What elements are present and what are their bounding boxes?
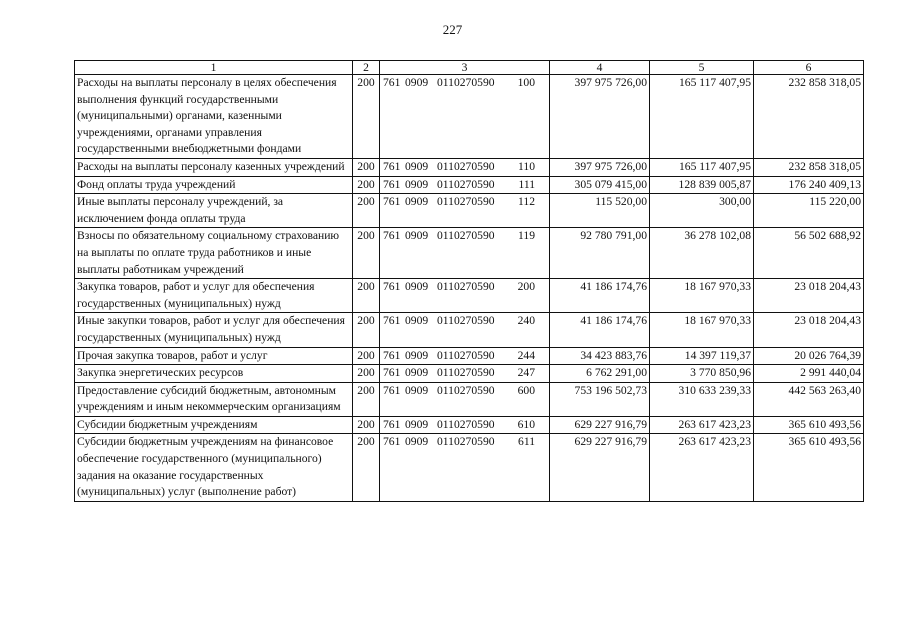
section-code: 0909 [405, 366, 429, 380]
expense-type-code: 100 [517, 76, 535, 89]
row-value-col-5: 263 617 423,23 [650, 434, 754, 501]
row-value-col-5: 3 770 850,96 [650, 365, 754, 383]
section-code: 0909 [405, 314, 429, 328]
table-row [75, 347, 864, 365]
row-name: Закупка энергетических ресурсов [75, 365, 353, 383]
section-code: 0909 [405, 280, 429, 294]
budget-table [74, 60, 864, 502]
row-gr-code: 200 [353, 194, 380, 228]
expense-type-code: 119 [518, 229, 535, 243]
expense-type-code: 610 [517, 417, 535, 431]
expense-type-code: 240 [517, 314, 535, 328]
header-col-4: 4 [550, 61, 650, 75]
ved-code: 761 [383, 314, 401, 328]
section-code: 0909 [405, 348, 429, 362]
ved-code: 761 [383, 417, 401, 431]
section-code: 0909 [405, 435, 429, 449]
header-col-2: 2 [353, 61, 380, 75]
header-col-1: 1 [75, 61, 353, 75]
expense-type-code: 611 [518, 435, 535, 449]
section-code: 0909 [405, 76, 429, 89]
table-row [75, 416, 864, 434]
row-value-col-5: 165 117 407,95 [650, 75, 754, 159]
row-budget-code [380, 279, 550, 313]
row-value-col-6: 23 018 204,43 [754, 313, 864, 347]
row-name: Расходы на выплаты персоналу казенных учреждений [75, 158, 353, 176]
row-name: Прочая закупка товаров, работ и услуг [75, 347, 353, 365]
row-value-col-5: 14 397 119,37 [650, 347, 754, 365]
row-name: Иные выплаты персоналу учреждений, за исключением фонда оплаты труда [75, 194, 353, 228]
table-row [75, 158, 864, 176]
row-value-col-5: 310 633 239,33 [650, 382, 754, 416]
row-value-col-4: 41 186 174,76 [550, 313, 650, 347]
row-value-col-4: 115 520,00 [550, 194, 650, 228]
table-row [75, 382, 864, 416]
section-code: 0909 [405, 177, 429, 191]
table-row [75, 365, 864, 383]
ved-code: 761 [383, 366, 401, 380]
section-code: 0909 [405, 229, 429, 243]
row-value-col-4: 629 227 916,79 [550, 416, 650, 434]
row-value-col-4: 6 762 291,00 [550, 365, 650, 383]
page-number: 227 [442, 22, 463, 37]
target-article-code: 0110270590 [437, 366, 495, 380]
row-gr-code: 200 [353, 228, 380, 279]
header-col-3: 3 [380, 61, 550, 75]
ved-code: 761 [383, 229, 401, 243]
row-value-col-4: 397 975 726,00 [550, 158, 650, 176]
row-value-col-6: 20 026 764,39 [754, 347, 864, 365]
row-budget-code [380, 416, 550, 434]
row-name: Субсидии бюджетным учреждениям на финансовое обеспечение государственного (муниципального) задания на оказание государственных (муниципальных) услуг (выполнение работ) [75, 434, 353, 501]
row-budget-code [380, 176, 550, 194]
row-gr-code: 200 [353, 416, 380, 434]
row-value-col-6: 2 991 440,04 [754, 365, 864, 383]
target-article-code: 0110270590 [437, 435, 495, 449]
target-article-code: 0110270590 [437, 314, 495, 328]
row-value-col-4: 34 423 883,76 [550, 347, 650, 365]
row-gr-code: 200 [353, 75, 380, 159]
expense-type-code: 247 [517, 366, 535, 380]
row-name: Предоставление субсидий бюджетным, автономным учреждениям и иным некоммерческим организациям [75, 382, 353, 416]
row-value-col-4: 629 227 916,79 [550, 434, 650, 501]
ved-code: 761 [383, 159, 401, 173]
ved-code: 761 [383, 383, 401, 397]
row-gr-code: 200 [353, 434, 380, 501]
row-value-col-5: 18 167 970,33 [650, 313, 754, 347]
row-value-col-5: 128 839 005,87 [650, 176, 754, 194]
row-value-col-6: 365 610 493,56 [754, 416, 864, 434]
row-value-col-4: 397 975 726,00 [550, 75, 650, 159]
section-code: 0909 [405, 195, 429, 209]
row-budget-code [380, 75, 550, 159]
row-value-col-4: 41 186 174,76 [550, 279, 650, 313]
expense-type-code: 200 [517, 280, 535, 294]
row-value-col-6: 365 610 493,56 [754, 434, 864, 501]
ved-code: 761 [383, 195, 401, 209]
section-code: 0909 [405, 159, 429, 173]
row-gr-code: 200 [353, 279, 380, 313]
section-code: 0909 [405, 417, 429, 431]
target-article-code: 0110270590 [437, 229, 495, 243]
row-value-col-5: 165 117 407,95 [650, 158, 754, 176]
expense-type-code: 600 [517, 383, 535, 397]
header-col-5: 5 [650, 61, 754, 75]
row-name: Расходы на выплаты персоналу в целях обеспечения выполнения функций государственными (муниципальными) органами, казенными учреждениями, органами управления государственными внебюджетными фондами [75, 75, 353, 159]
expense-type-code: 112 [518, 195, 535, 209]
row-gr-code: 200 [353, 176, 380, 194]
row-gr-code: 200 [353, 382, 380, 416]
table-row [75, 279, 864, 313]
section-code: 0909 [405, 383, 429, 397]
row-budget-code [380, 365, 550, 383]
ved-code: 761 [383, 76, 401, 89]
row-value-col-5: 36 278 102,08 [650, 228, 754, 279]
row-value-col-5: 18 167 970,33 [650, 279, 754, 313]
row-name: Закупка товаров, работ и услуг для обеспечения государственных (муниципальных) нужд [75, 279, 353, 313]
table-body [75, 75, 864, 502]
row-value-col-6: 442 563 263,40 [754, 382, 864, 416]
table-row [75, 75, 864, 159]
target-article-code: 0110270590 [437, 348, 495, 362]
table-row [75, 194, 864, 228]
target-article-code: 0110270590 [437, 177, 495, 191]
ved-code: 761 [383, 280, 401, 294]
table-header [75, 61, 864, 75]
ved-code: 761 [383, 435, 401, 449]
row-gr-code: 200 [353, 347, 380, 365]
header-col-6: 6 [754, 61, 864, 75]
row-budget-code [380, 158, 550, 176]
row-value-col-6: 232 858 318,05 [754, 75, 864, 159]
row-gr-code: 200 [353, 365, 380, 383]
target-article-code: 0110270590 [437, 383, 495, 397]
table-row [75, 228, 864, 279]
expense-type-code: 111 [518, 177, 535, 191]
row-value-col-6: 115 220,00 [754, 194, 864, 228]
row-budget-code [380, 347, 550, 365]
target-article-code: 0110270590 [437, 280, 495, 294]
row-budget-code [380, 434, 550, 501]
row-value-col-4: 92 780 791,00 [550, 228, 650, 279]
expense-type-code: 110 [518, 159, 535, 173]
row-budget-code [380, 382, 550, 416]
row-value-col-4: 305 079 415,00 [550, 176, 650, 194]
table-row [75, 434, 864, 501]
table-row [75, 313, 864, 347]
expense-type-code: 244 [517, 348, 535, 362]
row-value-col-4: 753 196 502,73 [550, 382, 650, 416]
row-gr-code: 200 [353, 158, 380, 176]
target-article-code: 0110270590 [437, 417, 495, 431]
row-budget-code [380, 194, 550, 228]
row-name: Взносы по обязательному социальному страхованию на выплаты по оплате труда работников и иные выплаты работникам учреждений [75, 228, 353, 279]
row-value-col-6: 23 018 204,43 [754, 279, 864, 313]
ved-code: 761 [383, 177, 401, 191]
row-value-col-5: 300,00 [650, 194, 754, 228]
row-name: Субсидии бюджетным учреждениям [75, 416, 353, 434]
target-article-code: 0110270590 [437, 195, 495, 209]
row-value-col-6: 232 858 318,05 [754, 158, 864, 176]
target-article-code: 0110270590 [437, 159, 495, 173]
row-name: Фонд оплаты труда учреждений [75, 176, 353, 194]
table-row [75, 176, 864, 194]
row-budget-code [380, 228, 550, 279]
row-gr-code: 200 [353, 313, 380, 347]
row-value-col-6: 176 240 409,13 [754, 176, 864, 194]
row-budget-code [380, 313, 550, 347]
row-value-col-5: 263 617 423,23 [650, 416, 754, 434]
target-article-code: 0110270590 [437, 76, 495, 89]
row-value-col-6: 56 502 688,92 [754, 228, 864, 279]
ved-code: 761 [383, 348, 401, 362]
row-name: Иные закупки товаров, работ и услуг для обеспечения государственных (муниципальных) нужд [75, 313, 353, 347]
